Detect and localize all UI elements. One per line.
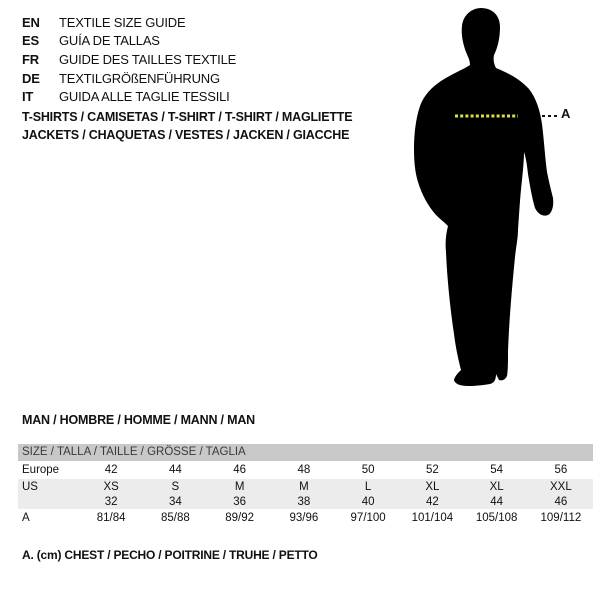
row-label: A [22, 511, 30, 524]
table-cell: 105/108 [475, 511, 518, 524]
language-code: FR [22, 51, 39, 67]
category-line-tshirts: T-SHIRTS / CAMISETAS / T-SHIRT / T-SHIRT / MAGLIETTE [22, 110, 353, 124]
table-cell: 93/96 [289, 511, 319, 524]
measure-footnote: A. (cm) CHEST / PECHO / POITRINE / TRUHE / PETTO [22, 548, 318, 562]
language-row-de [22, 69, 236, 88]
category-line-jackets: JACKETS / CHAQUETAS / VESTES / JACKEN / GIACCHE [22, 128, 350, 142]
table-cell: 97/100 [350, 511, 386, 524]
language-row-en [22, 13, 236, 32]
table-cell: 46 [233, 464, 247, 476]
table-cell: L [364, 480, 372, 493]
table-row-europe [18, 461, 593, 479]
section-title-man: MAN / HOMBRE / HOMME / MANN / MAN [22, 413, 255, 427]
language-code: DE [22, 70, 40, 86]
table-row-us-letters [18, 479, 593, 494]
language-label: TEXTILGRÖßENFÜHRUNG [59, 70, 220, 86]
table-cell: 85/88 [160, 511, 190, 524]
table-cell: 48 [297, 464, 311, 476]
row-label: US [22, 480, 38, 493]
table-cell: 38 [297, 495, 311, 508]
table-cell: 32 [104, 495, 118, 508]
man-silhouette-icon [408, 2, 583, 400]
table-cell: 52 [425, 464, 439, 476]
table-cell: 42 [104, 464, 118, 476]
measure-label-a: A [561, 106, 571, 121]
table-cell: S [171, 480, 180, 493]
language-row-fr [22, 50, 236, 69]
language-label: GUIDA ALLE TAGLIE TESSILI [59, 89, 230, 105]
table-cell: 42 [425, 495, 439, 508]
size-table [18, 444, 593, 526]
table-cell: 44 [168, 464, 182, 476]
language-label: GUÍA DE TALLAS [59, 33, 160, 49]
table-cell: M [234, 480, 245, 493]
language-row-es [22, 32, 236, 51]
table-cell: XS [103, 480, 119, 493]
table-cell: 44 [490, 495, 504, 508]
language-code: ES [22, 33, 39, 49]
table-cell: XL [425, 480, 440, 493]
table-cell: M [299, 480, 309, 493]
table-cell: 54 [490, 464, 504, 476]
row-label: Europe [22, 464, 60, 476]
table-cell: 34 [168, 495, 182, 508]
table-cell: XL [489, 480, 504, 493]
table-cell: 89/92 [225, 511, 255, 524]
table-cell: 101/104 [411, 511, 454, 524]
language-label: GUIDE DES TAILLES TEXTILE [59, 51, 237, 67]
table-cell: 50 [361, 464, 375, 476]
man-silhouette-shape [414, 8, 553, 386]
language-code: EN [22, 14, 40, 30]
table-cell: 109/112 [540, 511, 582, 524]
table-cell: 36 [233, 495, 247, 508]
table-cell: XXL [550, 480, 572, 493]
language-code: IT [22, 89, 34, 105]
language-row-it [22, 87, 236, 106]
language-list [22, 13, 236, 106]
table-row-us-numbers [18, 494, 593, 509]
size-table-header: SIZE / TALLA / TAILLE / GRÖSSE / TAGLIA [18, 444, 593, 461]
table-cell: 56 [554, 464, 568, 476]
table-cell: 46 [554, 495, 568, 508]
table-cell: 40 [361, 495, 375, 508]
language-label: TEXTILE SIZE GUIDE [59, 14, 186, 30]
table-cell: 81/84 [96, 511, 126, 524]
table-row-chest-measure [18, 509, 593, 526]
garment-categories [22, 108, 352, 144]
